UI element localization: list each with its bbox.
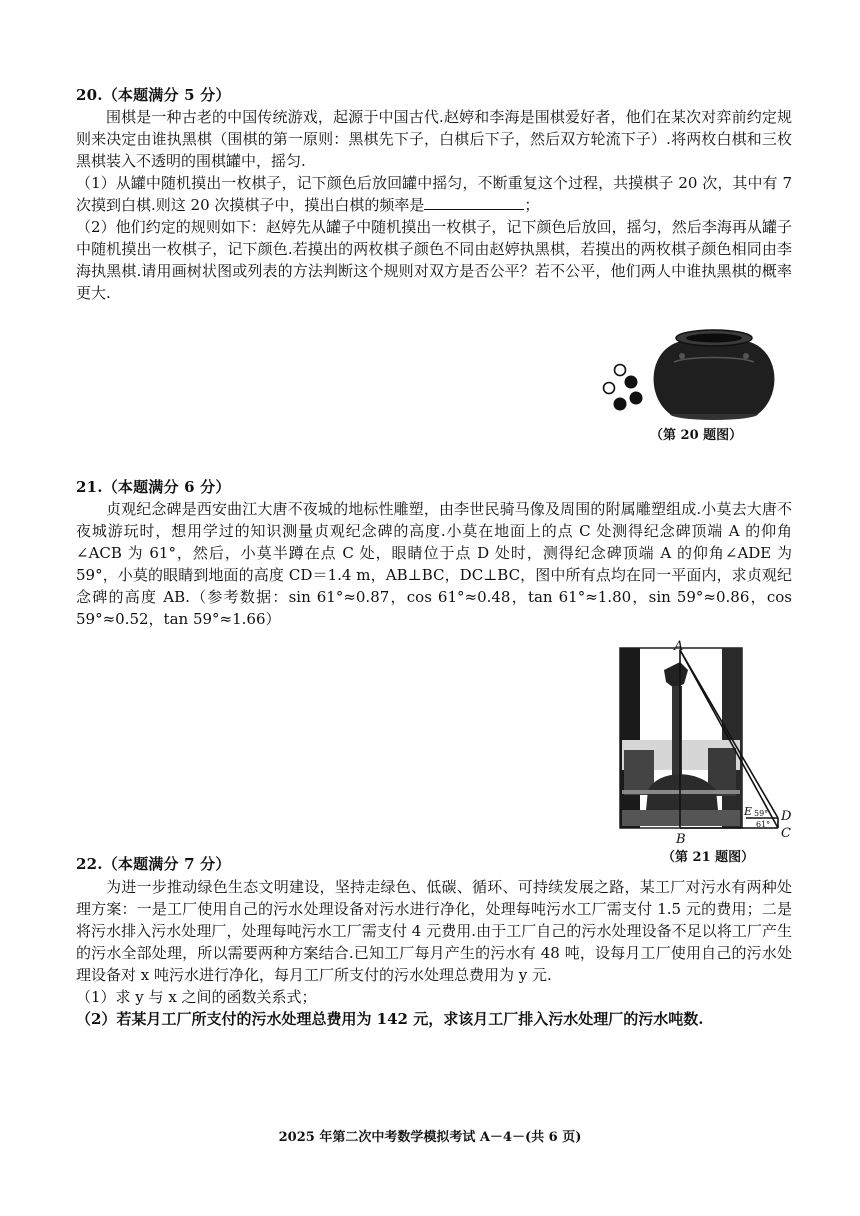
monument-photo-content <box>620 648 742 828</box>
angle-59-label: 59° <box>754 809 769 818</box>
page-footer: 2025 年第二次中考数学模拟考试 A－4－(共 6 页) <box>278 1130 582 1145</box>
answer-blank <box>424 195 524 210</box>
white-stone-icon <box>604 383 615 394</box>
q21-heading: 21.（本题满分 6 分） <box>76 478 231 496</box>
q22-body <box>76 876 792 1030</box>
q20-caption: （第 20 题图） <box>650 428 743 443</box>
q22-part2: （2）若某月工厂所支付的污水处理总费用为 142 元，求该月工厂排入污水处理厂的污水吨数. <box>76 1010 704 1028</box>
black-stone-icon <box>614 398 627 411</box>
q20-figure <box>598 326 788 424</box>
q20-intro: 围棋是一种古老的中国传统游戏，起源于中国古代.赵婷和李海是围棋爱好者，他们在某次对弈前约定规则来决定由谁执黑棋（围棋的第一原则：黑棋先下子，白棋后下子，然后双方轮流下子）.将两枚白棋和三枚黑棋装入不透明的围棋罐中，摇匀. <box>76 108 792 170</box>
go-jar-icon <box>654 330 775 420</box>
black-stone-icon <box>625 376 638 389</box>
label-C: C <box>781 826 791 841</box>
q21-figure <box>618 640 798 846</box>
q21-caption: （第 21 题图） <box>662 850 755 865</box>
angle-61-label: 61° <box>756 820 771 829</box>
q20-part1-text: （1）从罐中随机摸出一枚棋子，记下颜色后放回罐中摇匀，不断重复这个过程，共摸棋子 20 次，其中有 7 次摸到白棋.则这 20 次摸棋子中，摸出白棋的频率是 <box>76 174 792 214</box>
label-B: B <box>676 832 686 846</box>
label-E: E <box>744 805 753 818</box>
label-D: D <box>781 809 792 824</box>
q21-text: 贞观纪念碑是西安曲江大唐不夜城的地标性雕塑，由李世民骑马像及周围的附属雕塑组成.小莫去大唐不夜城游玩时，想用学过的知识测量贞观纪念碑的高度.小莫在地面上的点 C 处测得纪念碑顶端 A 的仰角∠ACB 为 61°，然后，小莫半蹲在点 C 处，眼睛位于点 D 处时，测得纪念碑顶端 A 的仰角∠ADE 为 59°，小莫的眼睛到地面的高度 CD＝1.4 m，AB⊥BC，DC⊥BC，图中所有点均在同一平面内，求贞观纪念碑的高度 AB.（参考数据：sin 61°≈0.87，cos 61°≈0.48，tan 61°≈1.80，sin 59°≈0.86，cos 59°≈0.52，tan 59°≈1.66） <box>76 500 792 628</box>
q20-part2: （2）他们约定的规则如下：赵婷先从罐子中随机摸出一枚棋子，记下颜色后放回，摇匀，然后李海再从罐子中随机摸出一枚棋子，记下颜色.若摸出的两枚棋子颜色不同由赵婷执黑棋，若摸出的两枚棋子颜色相同由李海执黑棋.请用画树状图或列表的方法判断这个规则对双方是否公平？若不公平，他们两人中谁执黑棋的概率更大. <box>76 218 792 302</box>
white-stone-icon <box>615 365 626 376</box>
q22-heading: 22.（本题满分 7 分） <box>76 855 231 873</box>
black-stone-icon <box>630 392 643 405</box>
q20-part1-end: ； <box>524 196 540 214</box>
q20-body <box>76 106 792 304</box>
q20-part1 <box>76 172 792 216</box>
q21-body <box>76 498 792 630</box>
label-A: A <box>674 640 684 654</box>
q22-part1: （1）求 y 与 x 之间的函数关系式； <box>76 988 317 1006</box>
q22-text: 为进一步推动绿色生态文明建设，坚持走绿色、低碳、循环、可持续发展之路，某工厂对污水有两种处理方案：一是工厂使用自己的污水处理设备对污水进行净化，处理每吨污水工厂需支付 1.5 元的费用；二是将污水排入污水处理厂，处理每吨污水工厂需支付 4 元费用.由于工厂自己的污水处理设备不足以将工厂产生的污水全部处理，所以需要两种方案结合.已知工厂每月产生的污水有 48 吨，设每月工厂使用自己的污水处理设备对 x 吨污水进行净化，每月工厂所支付的污水处理总费用为 y 元. <box>76 878 792 984</box>
q20-heading: 20.（本题满分 5 分） <box>76 86 231 104</box>
